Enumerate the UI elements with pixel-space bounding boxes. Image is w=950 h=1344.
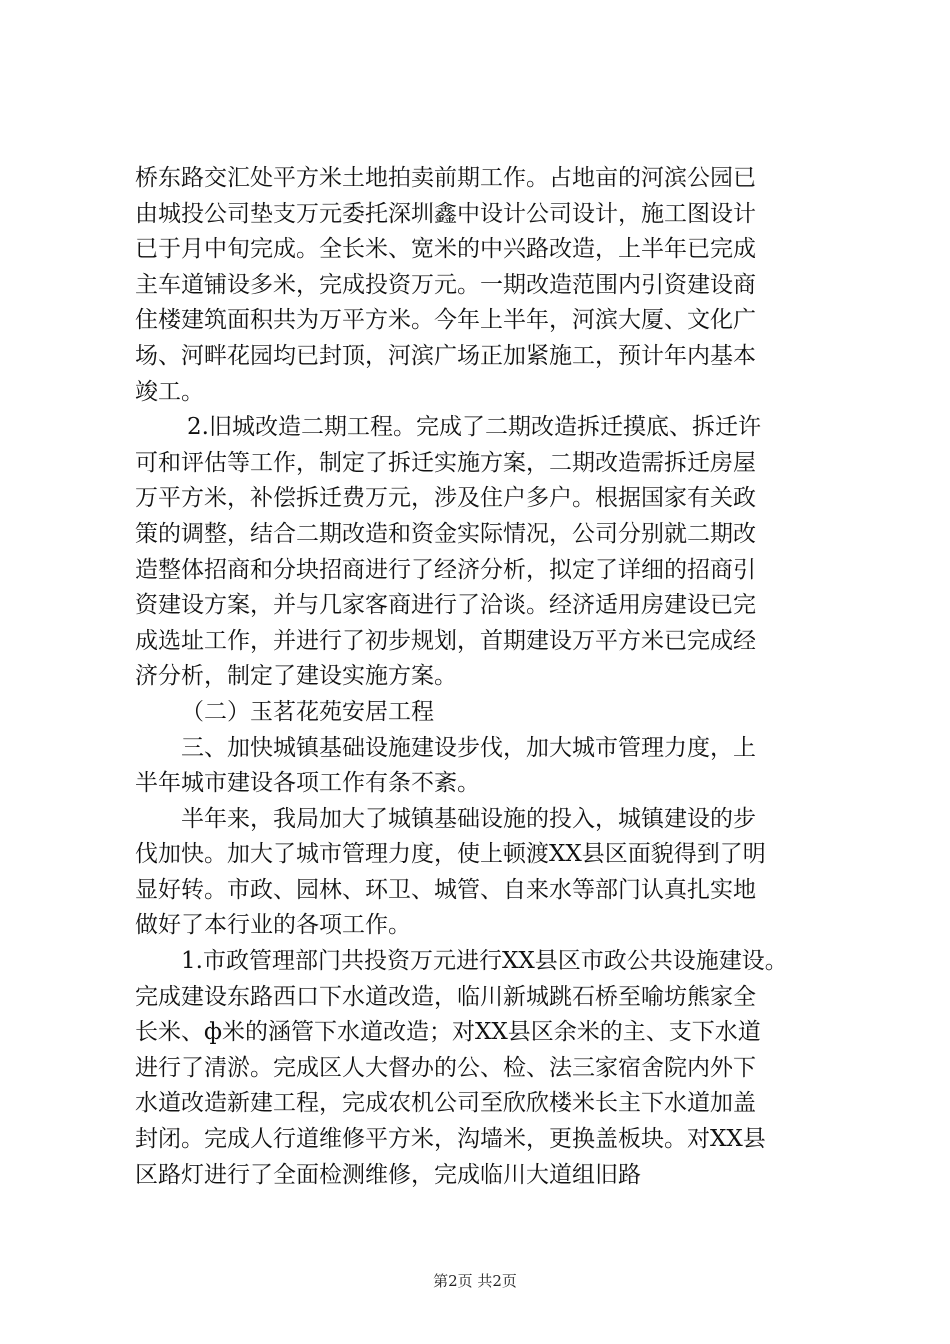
text-line: 万平方米，补偿拆迁费万元，涉及住户多户。根据国家有关政 (135, 485, 756, 512)
text-line: 竣工。 (135, 378, 204, 405)
text-line: 伐加快。加大了城市管理力度，使上顿渡XX县区面貌得到了明 (135, 841, 766, 868)
text-line: 可和评估等工作，制定了拆迁实施方案，二期改造需拆迁房屋 (135, 449, 756, 476)
text-line: 1.市政管理部门共投资万元进行XX县区市政公共设施建设。 (181, 948, 788, 975)
text-line: 显好转。市政、园林、环卫、城管、自来水等部门认真扎实地 (135, 876, 756, 903)
page-footer (0, 1271, 950, 1291)
page-number: 第2页 共2页 (433, 1272, 517, 1290)
text-line: 已于月中旬完成。全长米、宽米的中兴路改造，上半年已完成 (135, 236, 756, 263)
text-line: 完成建设东路西口下水道改造，临川新城跳石桥至喻坊熊家全 (135, 983, 756, 1010)
text-line: 做好了本行业的各项工作。 (135, 912, 411, 939)
text-line: 造整体招商和分块招商进行了经济分析，拟定了详细的招商引 (135, 556, 756, 583)
text-line: 济分析，制定了建设实施方案。 (135, 663, 457, 690)
body-text (135, 161, 835, 1193)
text-line: 由城投公司垫支万元委托深圳鑫中设计公司设计，施工图设计 (135, 200, 756, 227)
text-line: 半年来，我局加大了城镇基础设施的投入，城镇建设的步 (181, 805, 756, 832)
text-line: 成选址工作，并进行了初步规划，首期建设万平方米已完成经 (135, 627, 756, 654)
text-line: 长米、ф米的涵管下水道改造；对XX县区余米的主、支下水道 (135, 1019, 761, 1046)
text-line: 区路灯进行了全面检测维修，完成临川大道组旧路 (135, 1161, 641, 1188)
text-line: 桥东路交汇处平方米土地拍卖前期工作。占地亩的河滨公园已 (135, 165, 756, 191)
text-line: 半年城市建设各项工作有条不紊。 (135, 770, 480, 797)
text-line: 策的调整，结合二期改造和资金实际情况，公司分别就二期改 (135, 520, 756, 547)
text-line: 场、河畔花园均已封顶，河滨广场正加紧施工，预计年内基本 (135, 342, 756, 369)
text-line: 主车道铺设多米，完成投资万元。一期改造范围内引资建设商 (135, 271, 756, 298)
text-line: 住楼建筑面积共为万平方米。今年上半年，河滨大厦、文化广 (135, 307, 756, 334)
section-heading: （二）玉茗花苑安居工程 (181, 698, 434, 725)
text-line: 进行了清淤。完成区人大督办的公、检、法三家宿舍院内外下 (135, 1054, 756, 1081)
text-line: 资建设方案，并与几家客商进行了洽谈。经济适用房建设已完 (135, 592, 756, 619)
text-line: 封闭。完成人行道维修平方米，沟墙米，更换盖板块。对XX县 (135, 1126, 766, 1153)
text-line: 三、加快城镇基础设施建设步伐，加大城市管理力度，上 (181, 734, 756, 761)
text-line: 水道改造新建工程，完成农机公司至欣欣楼米长主下水道加盖 (135, 1090, 756, 1117)
text-line: 2.旧城改造二期工程。完成了二期改造拆迁摸底、拆迁许 (187, 414, 761, 441)
